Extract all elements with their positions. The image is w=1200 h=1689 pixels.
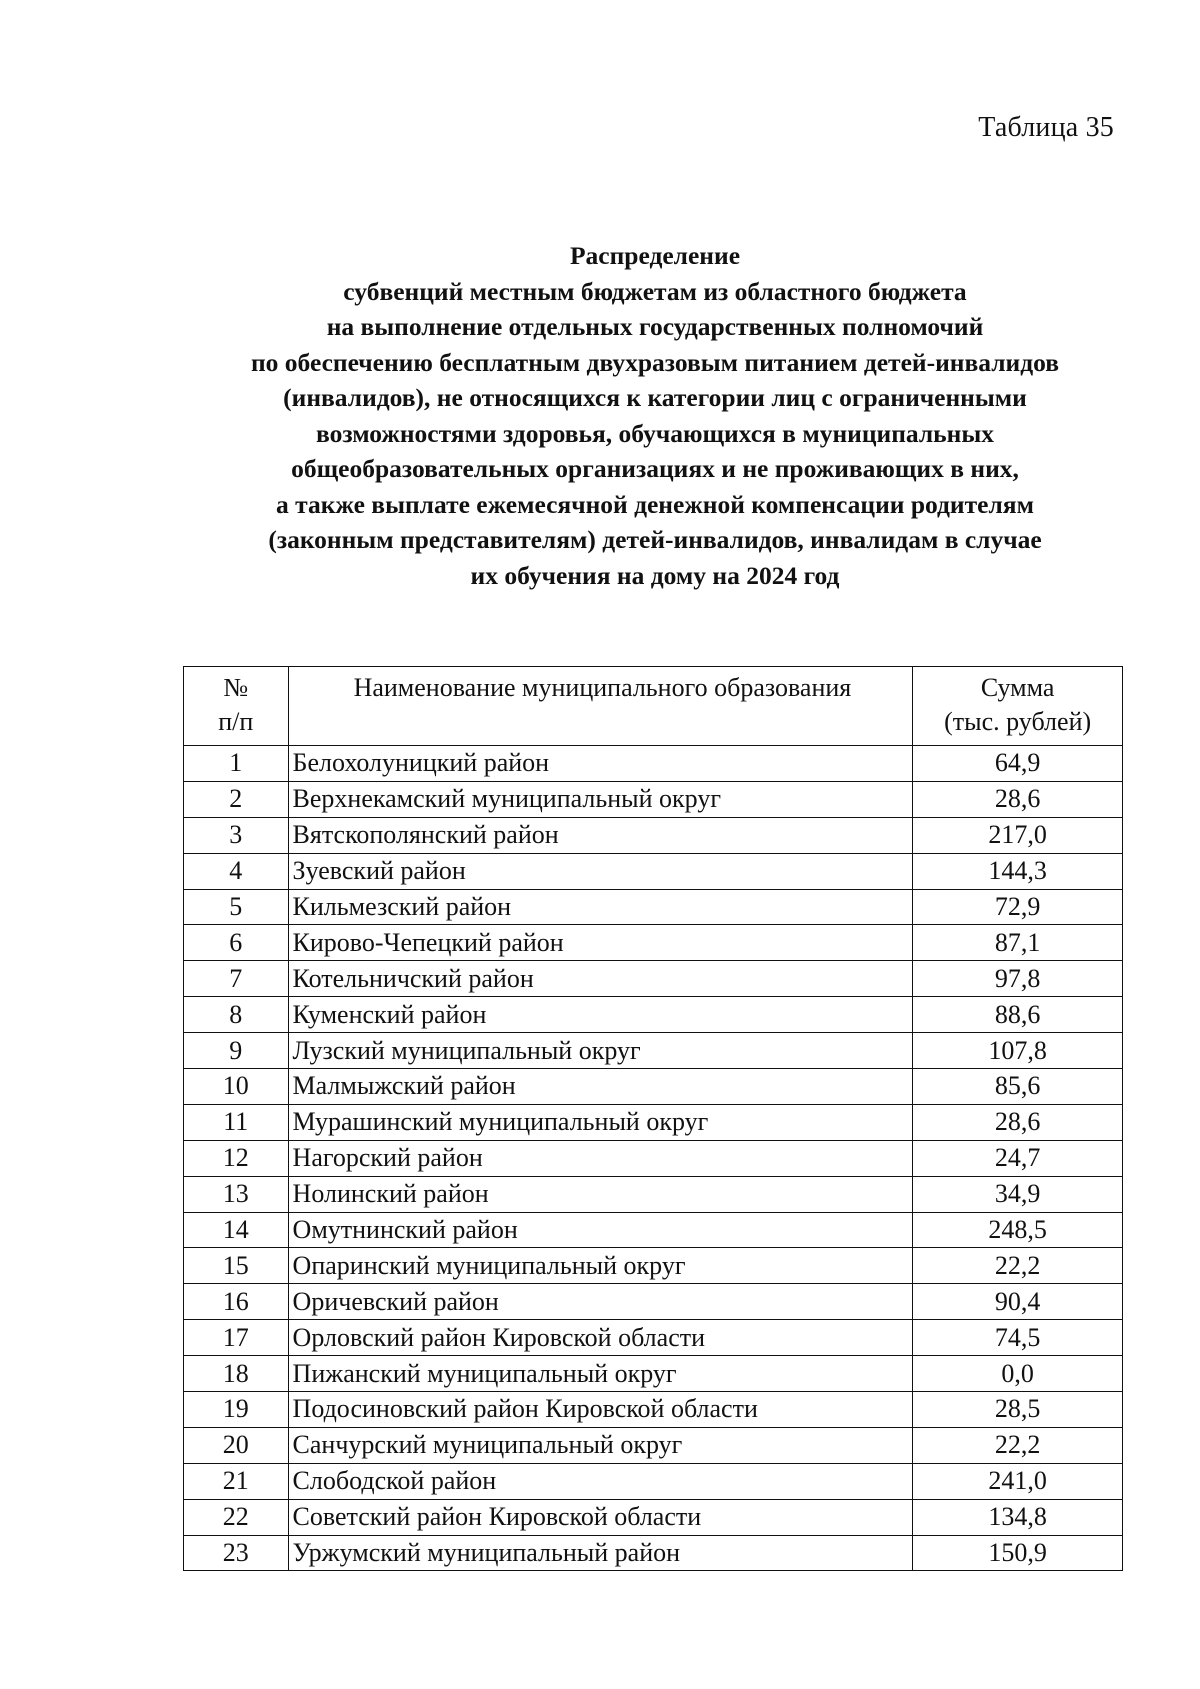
- header-sum: [913, 667, 1123, 746]
- row-number-cell: 21: [184, 1463, 289, 1499]
- sum-cell: 64,9: [913, 746, 1123, 782]
- header-number-line2: п/п: [218, 707, 254, 736]
- row-number-cell: 5: [184, 889, 289, 925]
- header-sum-line2: (тыс. рублей): [944, 707, 1092, 736]
- row-number-cell: 23: [184, 1535, 289, 1571]
- row-number-cell: 20: [184, 1427, 289, 1463]
- table-row: [184, 817, 1123, 853]
- sum-cell: 22,2: [913, 1427, 1123, 1463]
- municipality-name-cell: Омутнинский район: [288, 1212, 913, 1248]
- row-number-cell: 9: [184, 1033, 289, 1069]
- title-line: а также выплате ежемесячной денежной компенсации родителям: [276, 489, 1034, 519]
- table-row: [184, 961, 1123, 997]
- table-row: [184, 1176, 1123, 1212]
- municipality-name-cell: Белохолуницкий район: [288, 746, 913, 782]
- municipality-name-cell: Опаринский муниципальный округ: [288, 1248, 913, 1284]
- sum-cell: 74,5: [913, 1320, 1123, 1356]
- municipality-name-cell: Верхнекамский муниципальный округ: [288, 781, 913, 817]
- municipality-name-cell: Пижанский муниципальный округ: [288, 1356, 913, 1392]
- row-number-cell: 3: [184, 817, 289, 853]
- row-number-cell: 14: [184, 1212, 289, 1248]
- row-number-cell: 22: [184, 1499, 289, 1535]
- sum-cell: 24,7: [913, 1140, 1123, 1176]
- row-number-cell: 2: [184, 781, 289, 817]
- sum-cell: 217,0: [913, 817, 1123, 853]
- municipality-name-cell: Котельничский район: [288, 961, 913, 997]
- municipality-name-cell: Мурашинский муниципальный округ: [288, 1104, 913, 1140]
- sum-cell: 0,0: [913, 1356, 1123, 1392]
- row-number-cell: 12: [184, 1140, 289, 1176]
- title-line: субвенций местным бюджетам из областного бюджета: [343, 276, 967, 306]
- header-number-line1: №: [223, 673, 249, 702]
- sum-cell: 28,6: [913, 1104, 1123, 1140]
- document-title: [140, 238, 1170, 593]
- municipality-name-cell: Кирово-Чепецкий район: [288, 925, 913, 961]
- sum-cell: 144,3: [913, 853, 1123, 889]
- row-number-cell: 19: [184, 1392, 289, 1428]
- municipality-name-cell: Кильмезский район: [288, 889, 913, 925]
- table-row: [184, 1033, 1123, 1069]
- header-name: Наименование муниципального образования: [288, 667, 913, 746]
- row-number-cell: 6: [184, 925, 289, 961]
- sum-cell: 28,5: [913, 1392, 1123, 1428]
- sum-cell: 107,8: [913, 1033, 1123, 1069]
- table-row: [184, 997, 1123, 1033]
- table-row: [184, 1320, 1123, 1356]
- sum-cell: 88,6: [913, 997, 1123, 1033]
- header-number: [184, 667, 289, 746]
- sum-cell: 150,9: [913, 1535, 1123, 1571]
- sum-cell: 34,9: [913, 1176, 1123, 1212]
- sum-cell: 134,8: [913, 1499, 1123, 1535]
- municipality-name-cell: Малмыжский район: [288, 1069, 913, 1105]
- table-row: [184, 1069, 1123, 1105]
- row-number-cell: 13: [184, 1176, 289, 1212]
- row-number-cell: 10: [184, 1069, 289, 1105]
- municipality-name-cell: Нагорский район: [288, 1140, 913, 1176]
- row-number-cell: 17: [184, 1320, 289, 1356]
- subvention-table: [183, 666, 1123, 1571]
- sum-cell: 248,5: [913, 1212, 1123, 1248]
- title-line: на выполнение отдельных государственных полномочий: [326, 312, 984, 341]
- title-line: по обеспечению бесплатным двухразовым питанием детей-инвалидов: [250, 347, 1060, 377]
- municipality-name-cell: Подосиновский район Кировской области: [288, 1392, 913, 1428]
- row-number-cell: 4: [184, 853, 289, 889]
- municipality-name-cell: Санчурский муниципальный округ: [288, 1427, 913, 1463]
- sum-cell: 72,9: [913, 889, 1123, 925]
- municipality-name-cell: Орловский район Кировской области: [288, 1320, 913, 1356]
- municipality-name-cell: Куменский район: [288, 997, 913, 1033]
- municipality-name-cell: Советский район Кировской области: [288, 1499, 913, 1535]
- header-row: [184, 667, 1123, 746]
- municipality-name-cell: Оричевский район: [288, 1284, 913, 1320]
- table-row: [184, 889, 1123, 925]
- row-number-cell: 8: [184, 997, 289, 1033]
- row-number-cell: 1: [184, 746, 289, 782]
- row-number-cell: 18: [184, 1356, 289, 1392]
- table-number: Таблица 35: [978, 112, 1114, 143]
- title-line: (законным представителям) детей-инвалидов, инвалидам в случае: [268, 525, 1042, 554]
- table-row: [184, 1104, 1123, 1140]
- table-row: [184, 781, 1123, 817]
- municipality-name-cell: Зуевский район: [288, 853, 913, 889]
- header-sum-line1: Сумма: [980, 673, 1055, 702]
- municipality-name-cell: Вятскополянский район: [288, 817, 913, 853]
- sum-cell: 241,0: [913, 1463, 1123, 1499]
- title-line: (инвалидов), не относящихся к категории лиц с ограниченными: [283, 383, 1027, 412]
- municipality-name-cell: Нолинский район: [288, 1176, 913, 1212]
- table-row: [184, 746, 1123, 782]
- municipality-name-cell: Слободской район: [288, 1463, 913, 1499]
- table-row: [184, 1212, 1123, 1248]
- sum-cell: 85,6: [913, 1069, 1123, 1105]
- table-row: [184, 1392, 1123, 1428]
- table-row: [184, 1284, 1123, 1320]
- title-line: Распределение: [569, 241, 741, 270]
- municipality-name-cell: Уржумский муниципальный район: [288, 1535, 913, 1571]
- row-number-cell: 16: [184, 1284, 289, 1320]
- table-row: [184, 1140, 1123, 1176]
- table-row: [184, 1499, 1123, 1535]
- title-line: общеобразовательных организациях и не проживающих в них,: [291, 454, 1019, 483]
- table-header: [184, 667, 1123, 746]
- table-row: [184, 1356, 1123, 1392]
- row-number-cell: 15: [184, 1248, 289, 1284]
- sum-cell: 97,8: [913, 961, 1123, 997]
- table-body: [184, 746, 1123, 1571]
- title-line: возможностями здоровья, обучающихся в муниципальных: [315, 418, 995, 448]
- row-number-cell: 7: [184, 961, 289, 997]
- table-row: [184, 925, 1123, 961]
- table-row: [184, 853, 1123, 889]
- municipality-name-cell: Лузский муниципальный округ: [288, 1033, 913, 1069]
- sum-cell: 28,6: [913, 781, 1123, 817]
- table-row: [184, 1535, 1123, 1571]
- table-row: [184, 1248, 1123, 1284]
- table-row: [184, 1427, 1123, 1463]
- sum-cell: 87,1: [913, 925, 1123, 961]
- sum-cell: 22,2: [913, 1248, 1123, 1284]
- title-line: их обучения на дому на 2024 год: [470, 560, 840, 590]
- row-number-cell: 11: [184, 1104, 289, 1140]
- sum-cell: 90,4: [913, 1284, 1123, 1320]
- table-row: [184, 1463, 1123, 1499]
